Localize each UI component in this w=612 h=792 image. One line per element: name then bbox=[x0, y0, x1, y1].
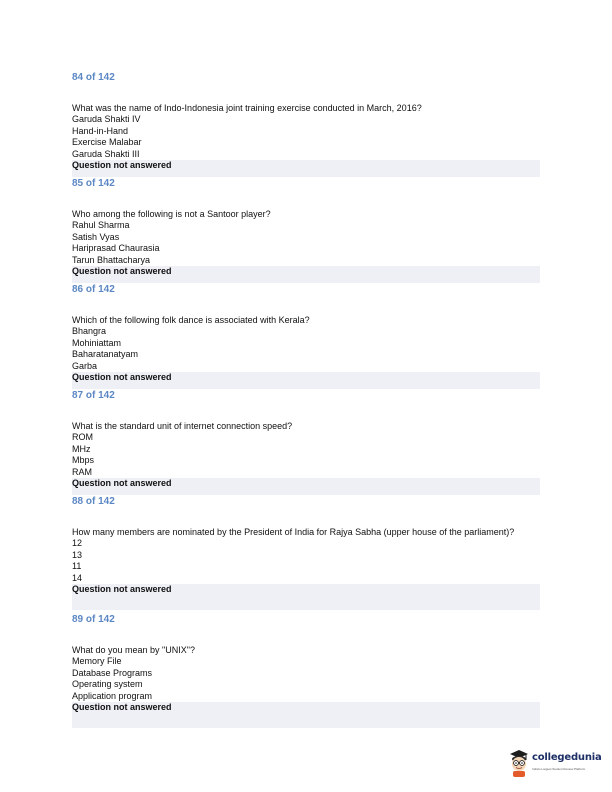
option-text: Baharatanatyam bbox=[72, 349, 139, 360]
question-text: What was the name of Indo-Indonesia joint training exercise conducted in March, 2016? bbox=[72, 103, 422, 113]
question-number: 88 of 142 bbox=[72, 495, 540, 509]
answer-status: Question not answered bbox=[72, 372, 172, 383]
option-text: 13 bbox=[72, 549, 83, 560]
question-text: Which of the following folk dance is associated with Kerala? bbox=[72, 315, 310, 325]
graduate-mascot-icon bbox=[508, 748, 530, 778]
question-block bbox=[72, 177, 540, 292]
option-text: Hand-in-Hand bbox=[72, 125, 129, 136]
option-text: Exercise Malabar bbox=[72, 137, 142, 148]
option-text: Garuda Shakti IV bbox=[72, 114, 141, 125]
option-text: Rahul Sharma bbox=[72, 220, 130, 231]
question-text: What do you mean by "UNIX"? bbox=[72, 645, 195, 655]
question-block bbox=[72, 613, 540, 728]
question-block bbox=[72, 495, 540, 610]
answer-status: Question not answered bbox=[72, 478, 172, 489]
answer-status-bar bbox=[72, 584, 540, 610]
question-number: 85 of 142 bbox=[72, 177, 540, 191]
option-text: RAM bbox=[72, 466, 92, 477]
question-block bbox=[72, 283, 540, 398]
question-number: 87 of 142 bbox=[72, 389, 540, 403]
option-text: Mbps bbox=[72, 455, 95, 466]
option-text: MHz bbox=[72, 443, 91, 454]
option-text: Garba bbox=[72, 360, 98, 371]
option-text: Satish Vyas bbox=[72, 231, 120, 242]
option-text: Memory File bbox=[72, 656, 122, 667]
question-number: 86 of 142 bbox=[72, 283, 540, 297]
option-text: Database Programs bbox=[72, 667, 153, 678]
question-number: 84 of 142 bbox=[72, 71, 540, 85]
option-text: Garuda Shakti III bbox=[72, 148, 140, 159]
answer-status: Question not answered bbox=[72, 160, 172, 171]
option-text: Operating system bbox=[72, 679, 143, 690]
question-text: What is the standard unit of internet connection speed? bbox=[72, 421, 293, 431]
question-block bbox=[72, 71, 540, 186]
answer-status: Question not answered bbox=[72, 266, 172, 277]
option-text: 14 bbox=[72, 572, 83, 583]
option-text: Mohiniattam bbox=[72, 337, 122, 348]
option-text: 12 bbox=[72, 538, 83, 549]
logo-wordmark: collegedunia bbox=[532, 752, 602, 763]
question-number: 89 of 142 bbox=[72, 613, 540, 627]
option-text: Tarun Bhattacharya bbox=[72, 254, 151, 265]
option-text: ROM bbox=[72, 432, 93, 443]
answer-status: Question not answered bbox=[72, 702, 172, 713]
option-text: Application program bbox=[72, 690, 153, 701]
answer-status-bar bbox=[72, 702, 540, 728]
question-text: How many members are nominated by the President of India for Rajya Sabha (upper house of the parliament)? bbox=[72, 527, 515, 537]
question-text: Who among the following is not a Santoor player? bbox=[72, 209, 271, 219]
collegedunia-logo bbox=[508, 746, 608, 780]
option-text: Hariprasad Chaurasia bbox=[72, 243, 160, 254]
option-text: 11 bbox=[72, 561, 82, 572]
question-block bbox=[72, 389, 540, 504]
logo-tagline: India's Largest Student Review Platform bbox=[532, 767, 586, 771]
option-text: Bhangra bbox=[72, 326, 107, 337]
answer-status: Question not answered bbox=[72, 584, 172, 595]
